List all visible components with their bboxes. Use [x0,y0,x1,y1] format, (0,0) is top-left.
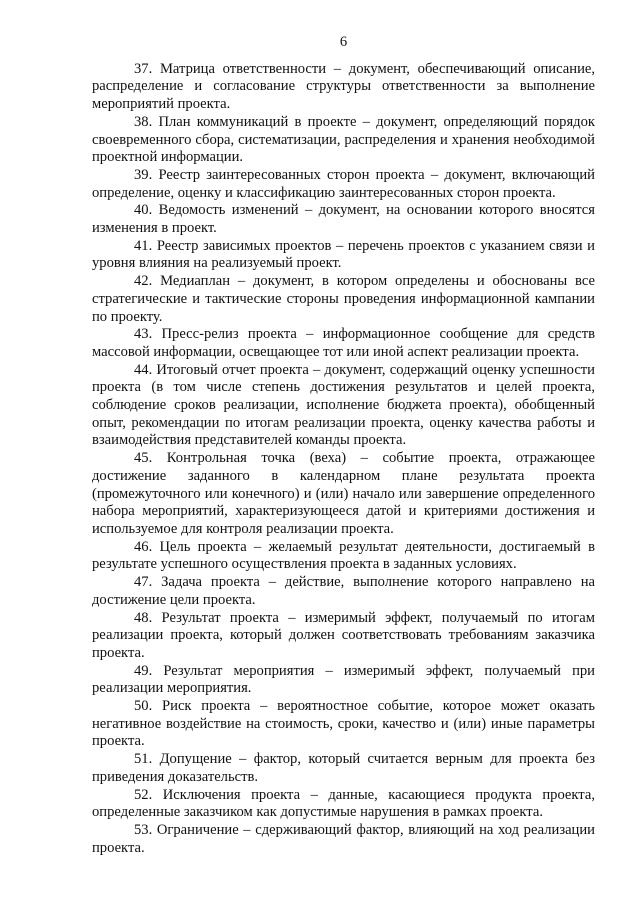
definition-item-45: 45. Контрольная точка (веха) – событие проекта, отражающее достижение заданного в календарном плане результата проекта (промежуточного или конечного) и (или) начало или завершение определенного набора мероприятий, характеризующееся датой и критериями достижения и используемое для контроля реализации проекта. [92,450,595,537]
definition-item-40: 40. Ведомость изменений – документ, на основании которого вносятся изменения в проект. [92,202,595,237]
definition-item-43: 43. Пресс-релиз проекта – информационное сообщение для средств массовой информации, освещающее тот или иной аспект реализации проекта. [92,326,595,360]
definition-item-38: 38. План коммуникаций в проекте – документ, определяющий порядок своевременного сбора, систематизации, распределения и хранения необходимой проектной информации. [92,113,595,166]
definition-item-37: 37. Матрица ответственности – документ, обеспечивающий описание, распределение и согласование структуры ответственности за выполнение мероприятий проекта. [92,60,595,113]
definition-item-51: 51. Допущение – фактор, который считается верным для проекта без приведения доказательств. [92,751,595,785]
definition-item-53: 53. Ограничение – сдерживающий фактор, влияющий на ход реализации проекта. [92,821,595,856]
definition-item-44: 44. Итоговый отчет проекта – документ, содержащий оценку успешности проекта (в том числе степень достижения результатов и целей проекта, соблюдение сроков реализации, исполнение бюджета проекта), обобщенный опыт, рекомендации по итогам реализации проекта, оценку качества работы и взаимодействия представителей команды проекта. [92,361,595,449]
definition-item-47: 47. Задача проекта – действие, выполнение которого направлено на достижение цели проекта. [92,574,595,608]
definition-item-50: 50. Риск проекта – вероятностное событие, которое может оказать негативное воздействие на стоимость, сроки, качество и (или) иные параметры проекта. [92,698,595,750]
document-page [92,34,595,857]
page-number: 6 [339,34,348,50]
definition-item-48: 48. Результат проекта – измеримый эффект, получаемый по итогам реализации проекта, который должен соответствовать требованиям заказчика проекта. [92,609,595,661]
definition-item-39: 39. Реестр заинтересованных сторон проекта – документ, включающий определение, оценку и классификацию заинтересованных сторон проекта. [92,166,595,201]
definition-item-52: 52. Исключения проекта – данные, касающиеся продукта проекта, определенные заказчиком как допустимые нарушения в рамках проекта. [92,786,595,821]
definition-item-42: 42. Медиаплан – документ, в котором определены и обоснованы все стратегические и тактические стороны проведения информационной кампании по проекту. [92,273,595,325]
definition-item-41: 41. Реестр зависимых проектов – перечень проектов с указанием связи и уровня влияния на реализуемый проект. [92,237,595,272]
definition-item-46: 46. Цель проекта – желаемый результат деятельности, достигаемый в результате успешного осуществления проекта в заданных условиях. [92,538,595,573]
definition-item-49: 49. Результат мероприятия – измеримый эффект, получаемый при реализации мероприятия. [92,662,595,697]
